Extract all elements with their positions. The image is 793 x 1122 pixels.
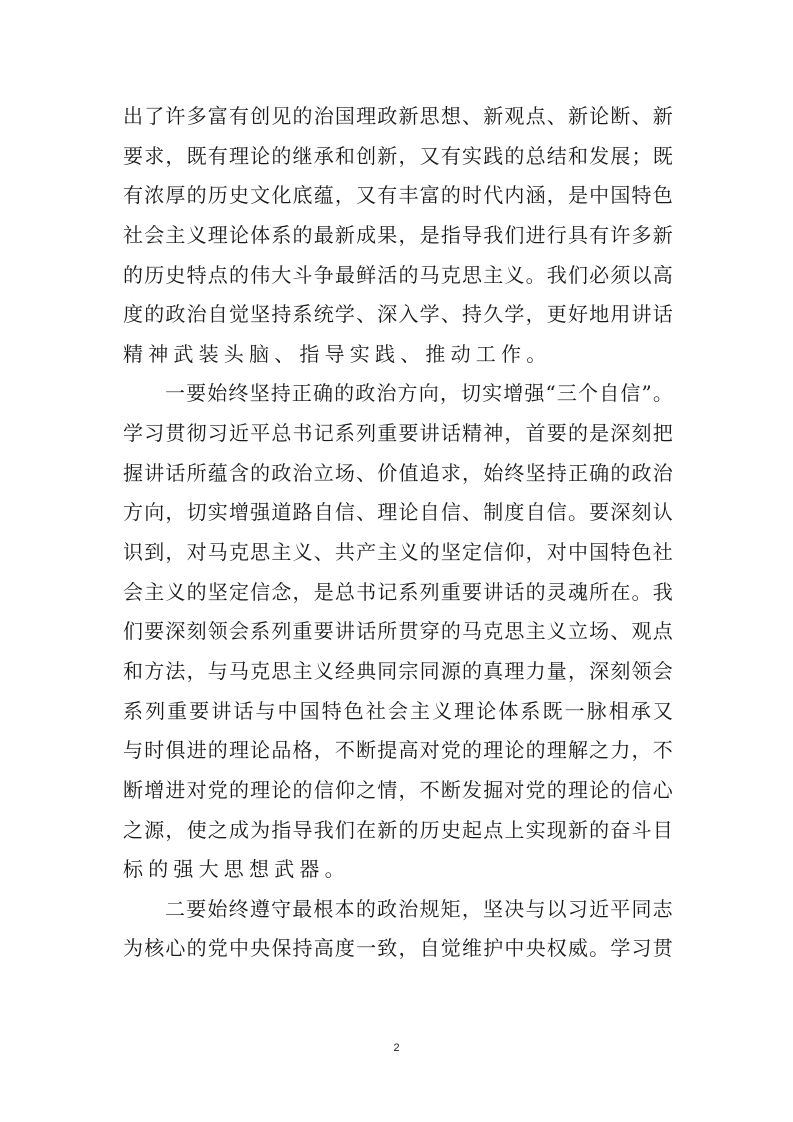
text-line-last: 精神武装头脑、指导实践、推动工作。 — [123, 341, 552, 366]
text-line: 度 的 政 治 自 觉 坚 持 系 统 学 、 深 入 学 、 持 久 学 ， 更 好 地 用 讲 话 — [123, 302, 673, 327]
text-line-last: 标的强大思想武器。 — [123, 857, 350, 882]
text-line: 要 求 ， 既 有 理 论 的 继 承 和 创 新 ， 又 有 实 践 的 总 结 和 发 展 ； 既 — [123, 143, 673, 168]
text-line: 学 习 贯 彻 习 近 平 总 书 记 系 列 重 要 讲 话 精 神 ， 首 要 的 是 深 刻 把 — [123, 421, 673, 446]
text-line: 方 向 ， 切 实 增 强 道 路 自 信 、 理 论 自 信 、 制 度 自 信 。 要 深 刻 认 — [123, 500, 673, 525]
text-line: 社 会 主 义 理 论 体 系 的 最 新 成 果 ， 是 指 导 我 们 进 行 具 有 许 多 新 — [123, 222, 673, 247]
text-line: 们 要 深 刻 领 会 系 列 重 要 讲 话 所 贯 穿 的 马 克 思 主 义 立 场 、 观 点 — [123, 619, 673, 644]
text-line: 的 历 史 特 点 的 伟 大 斗 争 最 鲜 活 的 马 克 思 主 义 。 我 们 必 须 以 高 — [123, 262, 673, 287]
paragraph-first-line: 一 要 始 终 坚 持 正 确 的 政 治 方 向 ， 切 实 增 强 “ 三 个 自 信 ” 。 — [165, 381, 673, 406]
text-line: 断 增 进 对 党 的 理 论 的 信 仰 之 情 ， 不 断 发 掘 对 党 的 理 论 的 信 心 — [123, 777, 673, 802]
page-number: 2 — [393, 1042, 400, 1054]
text-line: 为 核 心 的 党 中 央 保 持 高 度 一 致 ， 自 觉 维 护 中 央 权 威 。 学 习 贯 — [123, 936, 673, 961]
body-text — [123, 104, 673, 976]
text-line: 握 讲 话 所 蕴 含 的 政 治 立 场 、 价 值 追 求 ， 始 终 坚 持 正 确 的 政 治 — [123, 460, 673, 485]
text-line: 系 列 重 要 讲 话 与 中 国 特 色 社 会 主 义 理 论 体 系 既 一 脉 相 承 又 — [123, 698, 673, 723]
paragraph-first-line: 二 要 始 终 遵 守 最 根 本 的 政 治 规 矩 ， 坚 决 与 以 习 近 平 同 志 — [165, 896, 673, 921]
text-line: 会 主 义 的 坚 定 信 念 ， 是 总 书 记 系 列 重 要 讲 话 的 灵 魂 所 在 。 我 — [123, 579, 673, 604]
text-line: 与 时 俱 进 的 理 论 品 格 ， 不 断 提 高 对 党 的 理 论 的 理 解 之 力 ， 不 — [123, 738, 673, 763]
text-line: 识 到 ， 对 马 克 思 主 义 、 共 产 主 义 的 坚 定 信 仰 ， 对 中 国 特 色 社 — [123, 540, 673, 565]
text-line: 和 方 法 ， 与 马 克 思 主 义 经 典 同 宗 同 源 的 真 理 力 量 ， 深 刻 领 会 — [123, 658, 673, 683]
text-line: 有 浓 厚 的 历 史 文 化 底 蕴 ， 又 有 丰 富 的 时 代 内 涵 ， 是 中 国 特 色 — [123, 183, 673, 208]
text-line: 出 了 许 多 富 有 创 见 的 治 国 理 政 新 思 想 、 新 观 点 、 新 论 断 、 新 — [123, 104, 673, 128]
text-line: 之 源 ， 使 之 成 为 指 导 我 们 在 新 的 历 史 起 点 上 实 现 新 的 奋 斗 目 — [123, 817, 673, 842]
